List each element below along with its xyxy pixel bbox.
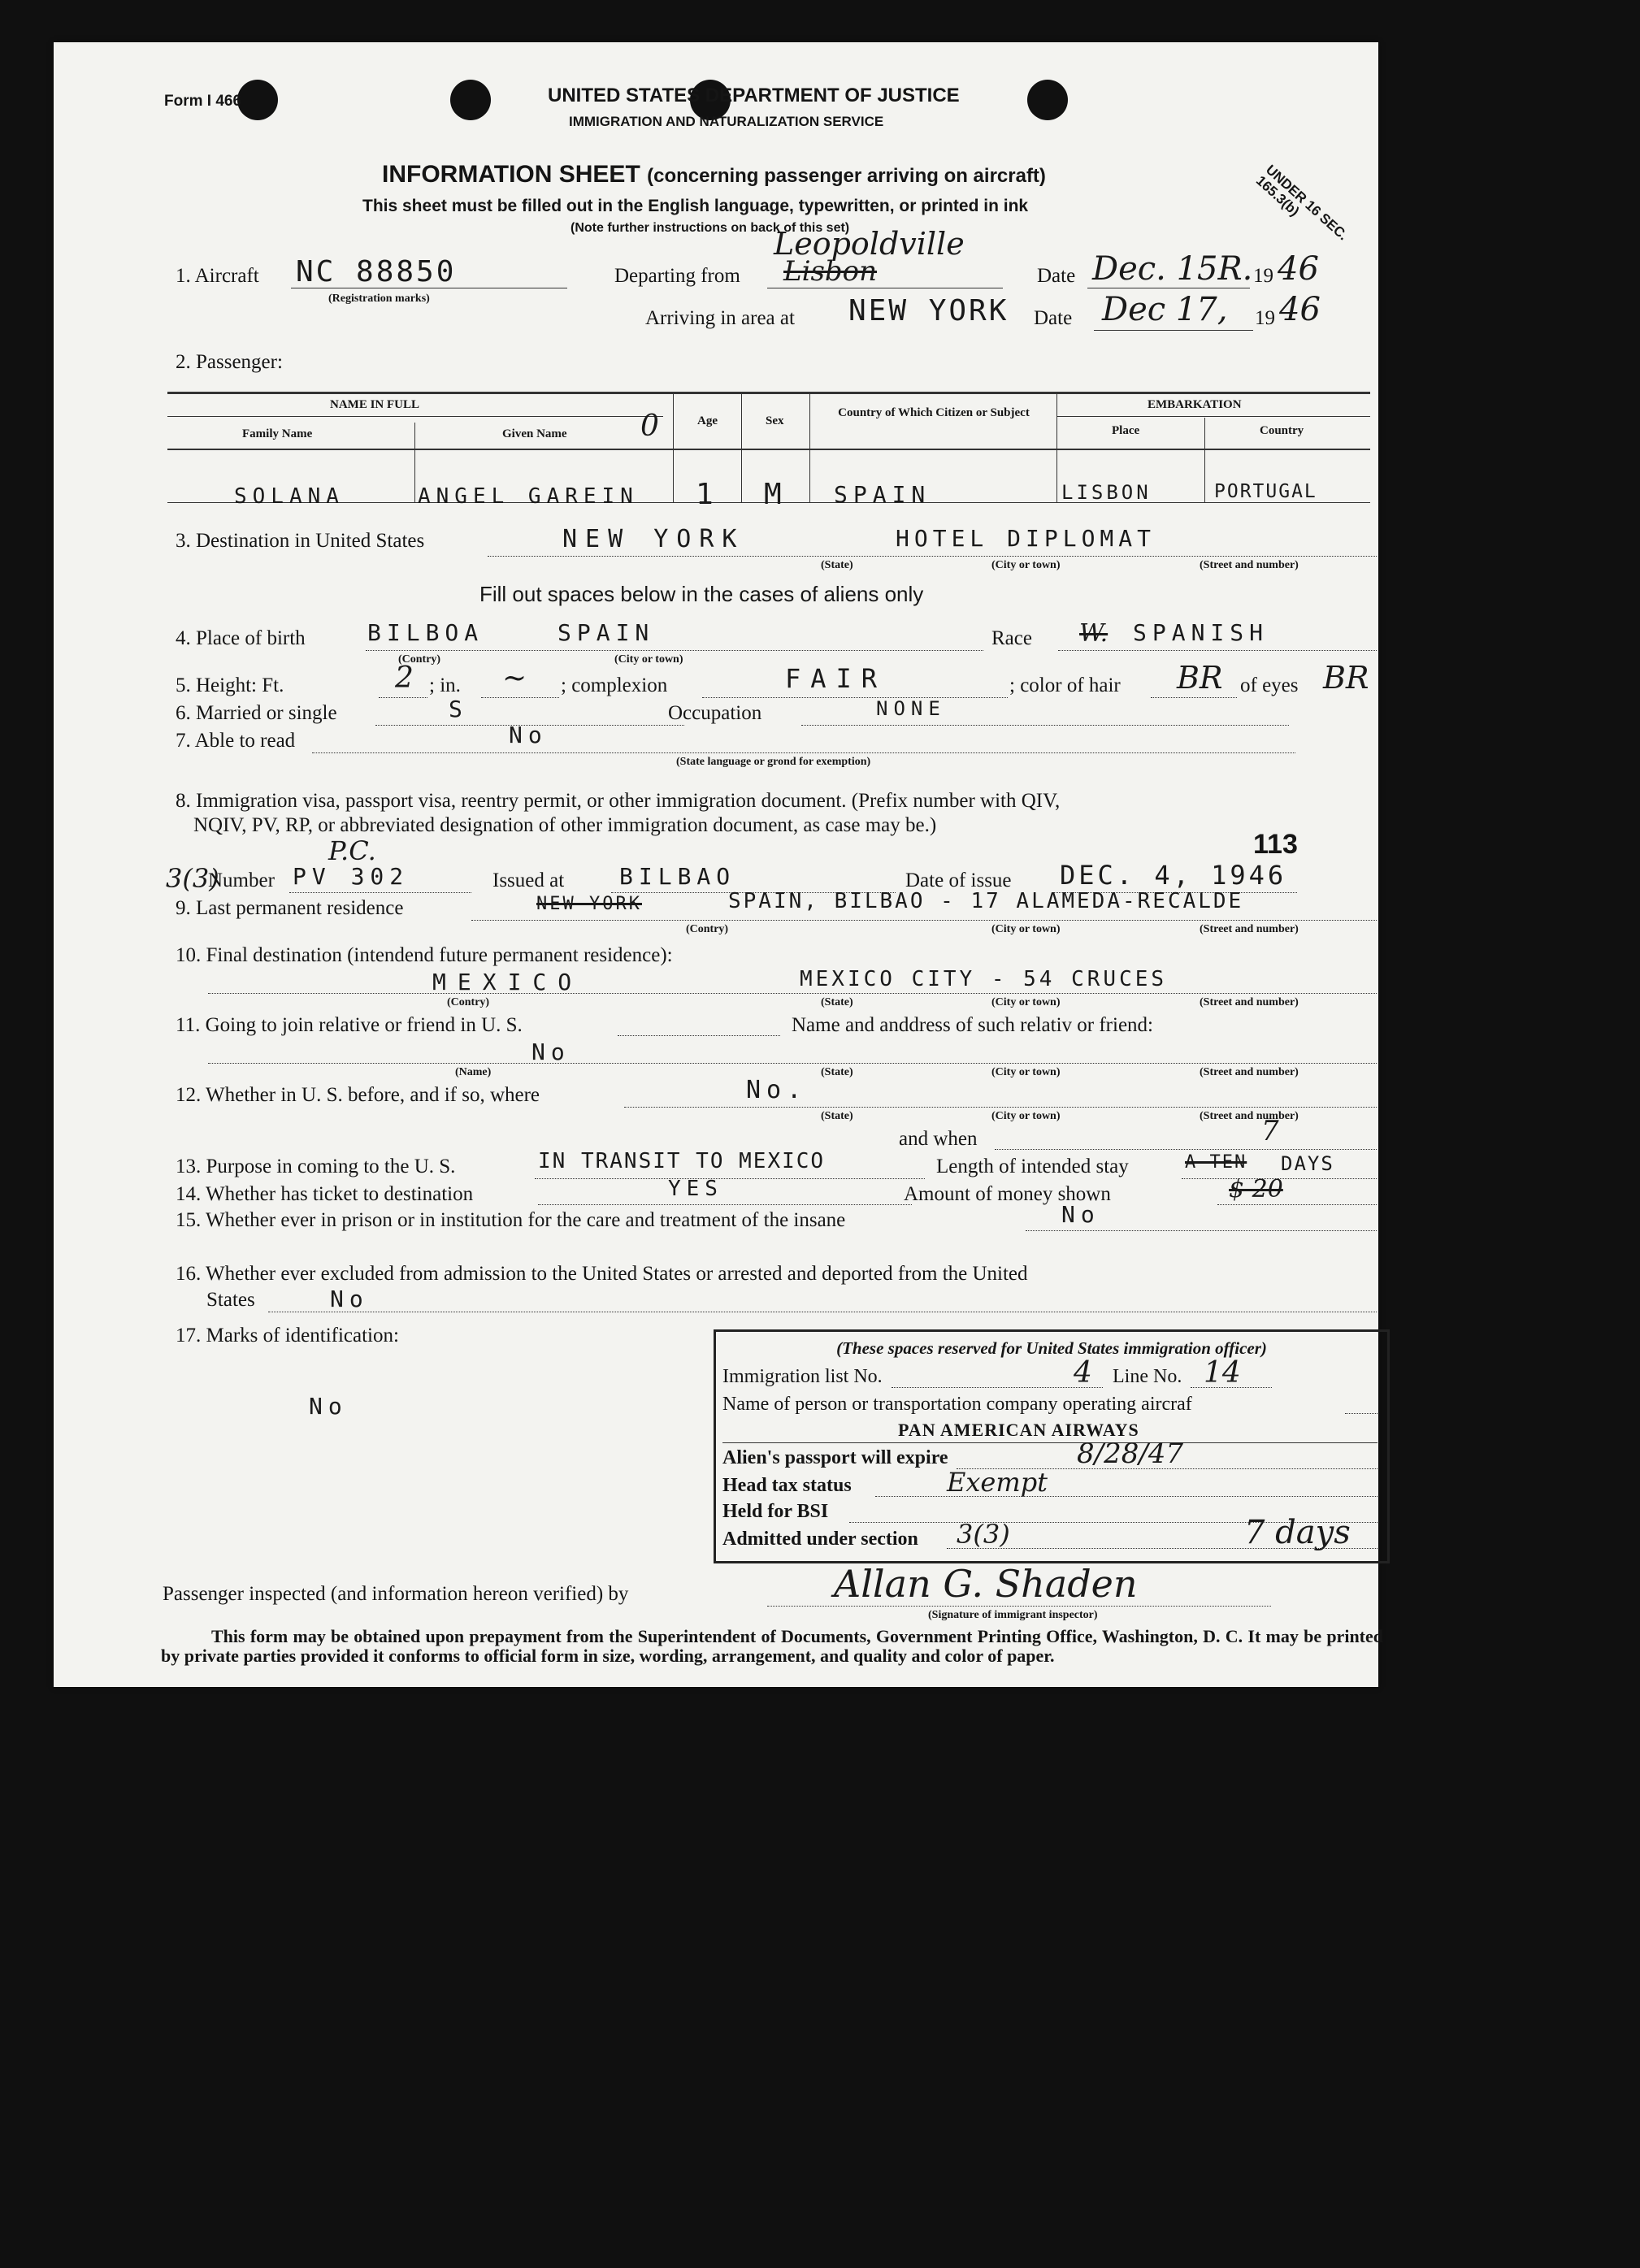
visa-margin-code: 3(3) <box>166 863 219 894</box>
arrival-year: 46 <box>1279 291 1321 328</box>
excluded-label-1: 16. Whether ever excluded from admission to the United States or arrested and deported from the United <box>176 1263 1028 1285</box>
birth-city: BILBOA <box>367 619 484 646</box>
arriving-label: Arriving in area at <box>645 307 795 329</box>
final-destination-country: MEXICO <box>432 969 584 995</box>
purpose-label: 13. Purpose in coming to the U. S. <box>176 1156 456 1177</box>
complexion-label: ; complexion <box>561 674 668 696</box>
signature-caption: (Signature of immigrant inspector) <box>928 1609 1098 1621</box>
admitted-days: 7 days <box>1244 1514 1351 1551</box>
money-label: Amount of money shown <box>904 1183 1111 1205</box>
height-in-label: ; in. <box>429 674 461 696</box>
caption-state: (State) <box>821 996 853 1008</box>
list-number-label: Immigration list No. <box>722 1366 883 1387</box>
occupation-label: Occupation <box>668 702 762 724</box>
caption-street: (Street and number) <box>1200 559 1299 571</box>
instructions-note: (Note further instructions on back of this set) <box>571 221 850 235</box>
caption-city: (City or town) <box>991 923 1061 935</box>
arrival-year-prefix: 19 <box>1255 307 1275 329</box>
title-sub: (concerning passenger arriving on aircraft) <box>647 165 1046 187</box>
residence-label: 9. Last permanent residence <box>176 897 404 919</box>
inspector-label: Passenger inspected (and information hereon verified) by <box>163 1583 629 1605</box>
when-mark: 7 <box>1261 1115 1279 1147</box>
race-value: SPANISH <box>1133 619 1269 646</box>
departure-date: Dec. 15R. <box>1092 250 1253 288</box>
head-tax-label: Head tax status <box>722 1475 852 1496</box>
officer-box-heading: (These spaces reserved for United States immigration officer) <box>836 1338 1267 1358</box>
final-destination-label: 10. Final destination (intendend future permanent residence): <box>176 944 673 966</box>
under-16-stamp: UNDER 16 SEC. 165.3(b) <box>1252 162 1351 244</box>
header-age: Age <box>697 414 718 427</box>
birth-country: SPAIN <box>558 619 655 646</box>
instructions: This sheet must be filled out in the English language, typewritten, or printed in ink <box>362 197 1029 215</box>
read-caption: (State language or grond for exemption) <box>676 756 871 768</box>
read-label: 7. Able to read <box>176 730 296 752</box>
issued-at-label: Issued at <box>492 869 565 891</box>
excluded-value: No <box>330 1286 369 1312</box>
embarkation-place: LISBON <box>1061 481 1152 504</box>
issued-at-value: BILBAO <box>619 863 736 890</box>
header-embarkation: EMBARKATION <box>1148 398 1242 411</box>
title-main: INFORMATION SHEET <box>382 161 640 188</box>
visa-number: PV 302 <box>293 863 410 890</box>
caption-street: (Street and number) <box>1200 923 1299 935</box>
marks-label: 17. Marks of identification: <box>176 1325 399 1346</box>
company-label: Name of person or transportation company operating aircraf <box>722 1394 1192 1415</box>
occupation-value: NONE <box>876 697 946 720</box>
information-sheet-form <box>54 42 1383 1687</box>
header-given-name: Given Name <box>502 427 567 440</box>
stay-value: DAYS <box>1281 1152 1334 1175</box>
caption-country: (Contry) <box>686 923 729 935</box>
form-number: Form I 466 <box>164 93 242 110</box>
complexion-value: FAIR <box>785 663 887 694</box>
caption-street: (Street and number) <box>1200 1066 1299 1078</box>
passport-expire-value: 8/28/47 <box>1077 1438 1184 1470</box>
issue-date-label: Date of issue <box>905 869 1012 891</box>
residence-value: SPAIN, BILBAO - 17 ALAMEDA-RECALDE <box>728 889 1244 913</box>
caption-country: (Contry) <box>398 653 441 666</box>
destination-state: NEW YORK <box>562 525 745 553</box>
visa-stamp-number: 113 <box>1253 829 1298 860</box>
before-value: No. <box>746 1076 808 1104</box>
punch-hole <box>237 80 278 120</box>
height-label: 5. Height: Ft. <box>176 674 284 696</box>
when-label: and when <box>899 1128 978 1150</box>
departure-year: 46 <box>1278 250 1319 288</box>
header-citizen-country: Country of Which Citizen or Subject <box>838 406 1030 419</box>
head-tax-value: Exempt <box>947 1467 1048 1498</box>
destination-city: HOTEL DIPLOMAT <box>896 525 1156 552</box>
eyes-value: BR <box>1323 660 1369 696</box>
hair-value: BR <box>1177 660 1223 696</box>
caption-city: (City or town) <box>991 996 1061 1008</box>
header-name-in-full: NAME IN FULL <box>330 398 420 411</box>
passenger-family-name: SOLANA <box>234 484 345 509</box>
caption-city: (City or town) <box>991 559 1061 571</box>
eyes-label: of eyes <box>1240 674 1299 696</box>
arriving-city: NEW YORK <box>848 294 1009 327</box>
aliens-only-note: Fill out spaces below in the cases of aliens only <box>479 582 924 606</box>
height-in: ~ <box>502 661 527 695</box>
marks-value: No <box>309 1393 348 1420</box>
page-title <box>382 161 1046 189</box>
relative-label: 11. Going to join relative or friend in U. S. <box>176 1014 523 1036</box>
issue-date-value: DEC. 4, 1946 <box>1060 860 1287 891</box>
passenger-citizenship: SPAIN <box>834 481 931 508</box>
relative-value: No <box>531 1039 571 1065</box>
excluded-label-2: States <box>206 1289 255 1311</box>
race-label: Race <box>991 627 1032 649</box>
departure-date-label: Date <box>1037 265 1076 287</box>
registration-caption: (Registration marks) <box>328 293 430 305</box>
purpose-value: IN TRANSIT TO MEXICO <box>538 1149 826 1173</box>
punch-hole <box>1027 80 1068 120</box>
line-number-label: Line No. <box>1113 1366 1182 1387</box>
caption-country: (Contry) <box>447 996 490 1008</box>
passenger-given-name: ANGEL GAREIN <box>418 484 639 509</box>
department-name: UNITED STATES DEPARTMENT OF JUSTICE <box>548 85 960 106</box>
admitted-section-value: 3(3) <box>957 1519 1010 1550</box>
stay-struck: A TEN <box>1185 1152 1247 1173</box>
header-family-name: Family Name <box>242 427 313 440</box>
caption-street: (Street and number) <box>1200 996 1299 1008</box>
caption-name: (Name) <box>455 1066 492 1078</box>
header-embarkation-country: Country <box>1260 424 1304 437</box>
caption-state: (State) <box>821 1066 853 1078</box>
caption-street: (Street and number) <box>1200 1110 1299 1122</box>
given-name-mark: 0 <box>640 410 659 443</box>
header-sex: Sex <box>766 414 784 427</box>
visa-number-label: Number <box>208 869 275 891</box>
visa-text-2: NQIV, PV, RP, or abbreviated designation of other immigration document, as case may be.) <box>193 814 937 836</box>
caption-city: (City or town) <box>991 1110 1061 1122</box>
residence-struck: NEW YORK <box>536 894 642 914</box>
caption-city: (City or town) <box>991 1066 1061 1078</box>
visa-text-1: 8. Immigration visa, passport visa, reentry permit, or other immigration document. (Prefix number with QIV, <box>176 790 1061 812</box>
height-ft: 2 <box>395 661 414 695</box>
destination-label: 3. Destination in United States <box>176 530 425 552</box>
visa-prefix-note: P.C. <box>328 835 376 866</box>
list-number-value: 4 <box>1074 1356 1092 1390</box>
stay-label: Length of intended stay <box>936 1156 1129 1177</box>
admitted-section-label: Admitted under section <box>722 1529 918 1550</box>
read-value: No <box>509 722 548 748</box>
final-destination-city: MEXICO CITY - 54 CRUCES <box>800 967 1168 991</box>
money-value: $ 20 <box>1229 1175 1283 1203</box>
service-name: IMMIGRATION AND NATURALIZATION SERVICE <box>569 114 884 129</box>
hair-label: ; color of hair <box>1009 674 1121 696</box>
form-footer-notice: This form may be obtained upon prepayment from the Superintendent of Documents, Government Printing Office, Washington, D. C. It may be printed by private parties provided it conforms to official form in size, wording, arrangement, and quality and color of paper. <box>161 1626 1383 1666</box>
caption-state: (State) <box>821 559 853 571</box>
caption-city: (City or town) <box>614 653 683 666</box>
immigration-officer-box <box>714 1329 1390 1563</box>
departure-year-prefix: 19 <box>1253 265 1273 287</box>
arrival-date: Dec 17, <box>1102 291 1228 328</box>
married-label: 6. Married or single <box>176 702 337 724</box>
company-value: PAN AMERICAN AIRWAYS <box>898 1420 1139 1440</box>
departing-city: Leopoldville <box>774 226 965 262</box>
departing-label: Departing from <box>614 265 740 287</box>
ticket-value: YES <box>668 1177 723 1201</box>
embarkation-country: PORTUGAL <box>1214 481 1317 502</box>
header-embarkation-place: Place <box>1112 424 1140 437</box>
prison-value: No <box>1061 1201 1100 1228</box>
passenger-label: 2. Passenger: <box>176 351 283 373</box>
aircraft-registration: NC 88850 <box>296 255 457 288</box>
birth-label: 4. Place of birth <box>176 627 306 649</box>
before-label: 12. Whether in U. S. before, and if so, where <box>176 1084 540 1106</box>
caption-state: (State) <box>821 1110 853 1122</box>
inspector-signature: Allan G. Shaden <box>834 1562 1138 1606</box>
married-value: S <box>449 696 468 722</box>
line-number-value: 14 <box>1204 1356 1241 1390</box>
passenger-sex: M <box>764 478 787 511</box>
arrival-date-label: Date <box>1034 307 1073 329</box>
ticket-label: 14. Whether has ticket to destination <box>176 1183 474 1205</box>
prison-label: 15. Whether ever in prison or in institution for the care and treatment of the insane <box>176 1209 846 1231</box>
passenger-age: 1 <box>696 478 719 511</box>
departing-struck: Lisbon <box>783 255 878 288</box>
relative-name-label: Name and anddress of such relativ or friend: <box>792 1014 1153 1036</box>
aircraft-label: 1. Aircraft <box>176 265 259 287</box>
race-struck: W. <box>1079 619 1109 648</box>
passport-expire-label: Alien's passport will expire <box>722 1447 948 1468</box>
held-for-bsi-label: Held for BSI <box>722 1501 829 1522</box>
punch-hole <box>450 80 491 120</box>
